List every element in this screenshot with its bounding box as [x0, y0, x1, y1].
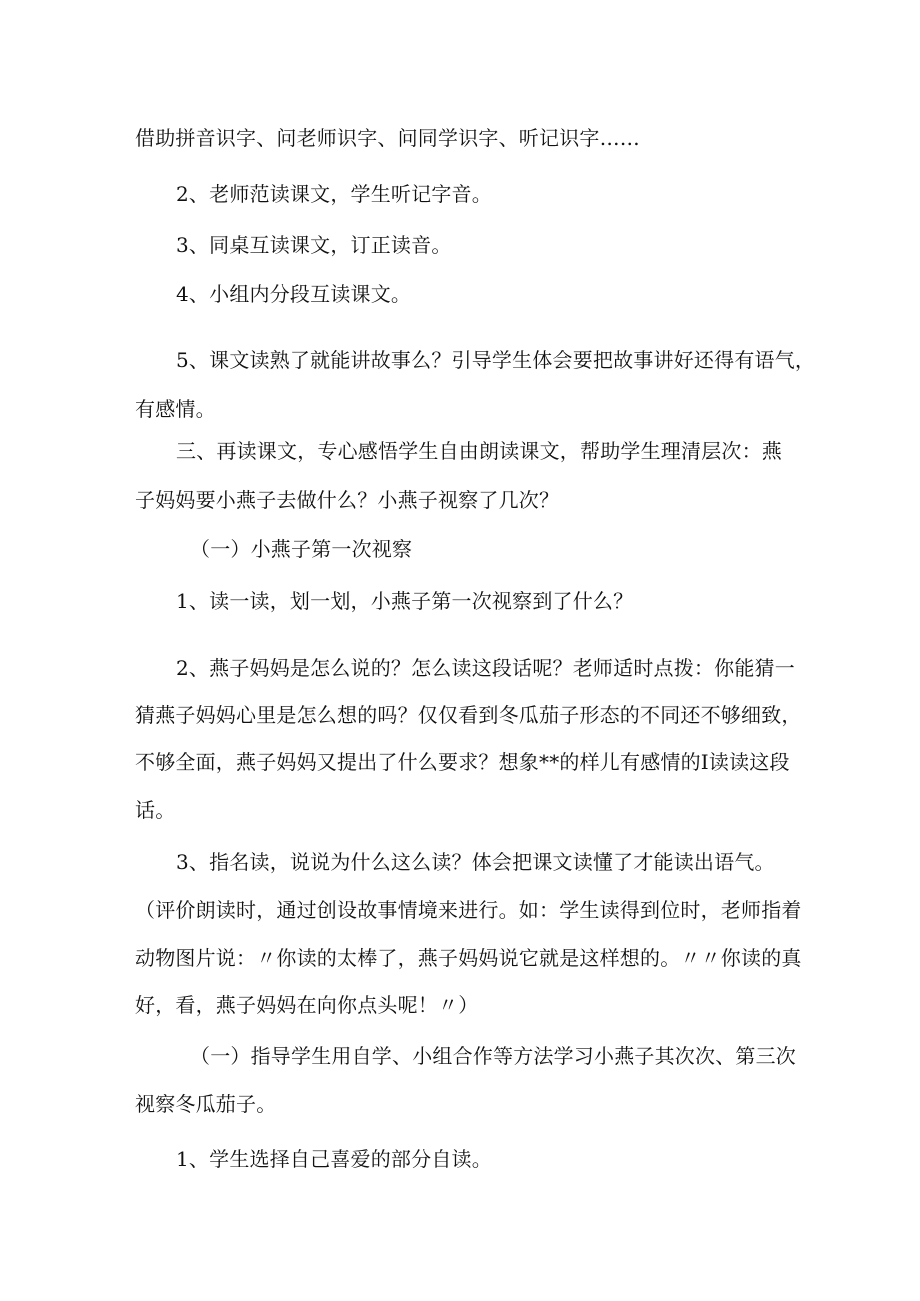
paragraph-line: 不够全面，燕子妈妈又提出了什么要求？想象**的样儿有感情的I读读这段 — [135, 750, 790, 774]
paragraph-line: 三、再读课文，专心感悟学生自由朗读课文，帮助学生理清层次：燕 — [176, 439, 782, 463]
paragraph-line: 1、学生选择自己喜爱的部分自读。 — [176, 1147, 492, 1171]
paragraph-line: 借助拼音识字、问老师识字、问同学识字、听记识字…… — [135, 126, 640, 150]
paragraph-line: 动物图片说：〃你读的太棒了，燕子妈妈说它就是这样想的。〃〃你读的真 — [135, 946, 802, 970]
section-heading: （一）小燕子第一次视察 — [190, 537, 413, 561]
paragraph-line: 好，看，燕子妈妈在向你点头呢！〃） — [135, 993, 479, 1017]
paragraph-line: 子妈妈要小燕子去做什么？小燕子视察了几次？ — [135, 488, 560, 512]
paragraph-line: 3、同桌互读课文，订正读音。 — [176, 233, 452, 257]
paragraph-line: 话。 — [135, 798, 176, 822]
paragraph-line: 5、课文读熟了就能讲故事么？引导学生体会要把故事讲好还得有语气， — [176, 348, 816, 372]
paragraph-line: 2、燕子妈妈是怎么说的？怎么读这段话呢？老师适时点拨：你能猜一 — [176, 656, 795, 680]
paragraph-line: 4、小组内分段互读课文。 — [176, 282, 412, 306]
paragraph-line: 1、读一读，划一划，小燕子第一次视察到了什么？ — [176, 589, 634, 613]
paragraph-line: 有感情。 — [135, 397, 216, 421]
paragraph-line: 猜燕子妈妈心里是怎么想的吗？仅仅看到冬瓜茄子形态的不同还不够细致， — [135, 703, 802, 727]
paragraph-line: 2、老师范读课文，学生听记字音。 — [176, 182, 492, 206]
paragraph-line: （评价朗读时，通过创设故事情境来进行。如：学生读得到位时，老师指着 — [135, 898, 802, 922]
paragraph-line: 3、指名读，说说为什么这么读？体会把课文读懂了才能读出语气。 — [176, 850, 775, 874]
paragraph-line: （一）指导学生用自学、小组合作等方法学习小燕子其次次、第三次 — [190, 1044, 796, 1068]
paragraph-line: 视察冬瓜茄子。 — [135, 1092, 277, 1116]
